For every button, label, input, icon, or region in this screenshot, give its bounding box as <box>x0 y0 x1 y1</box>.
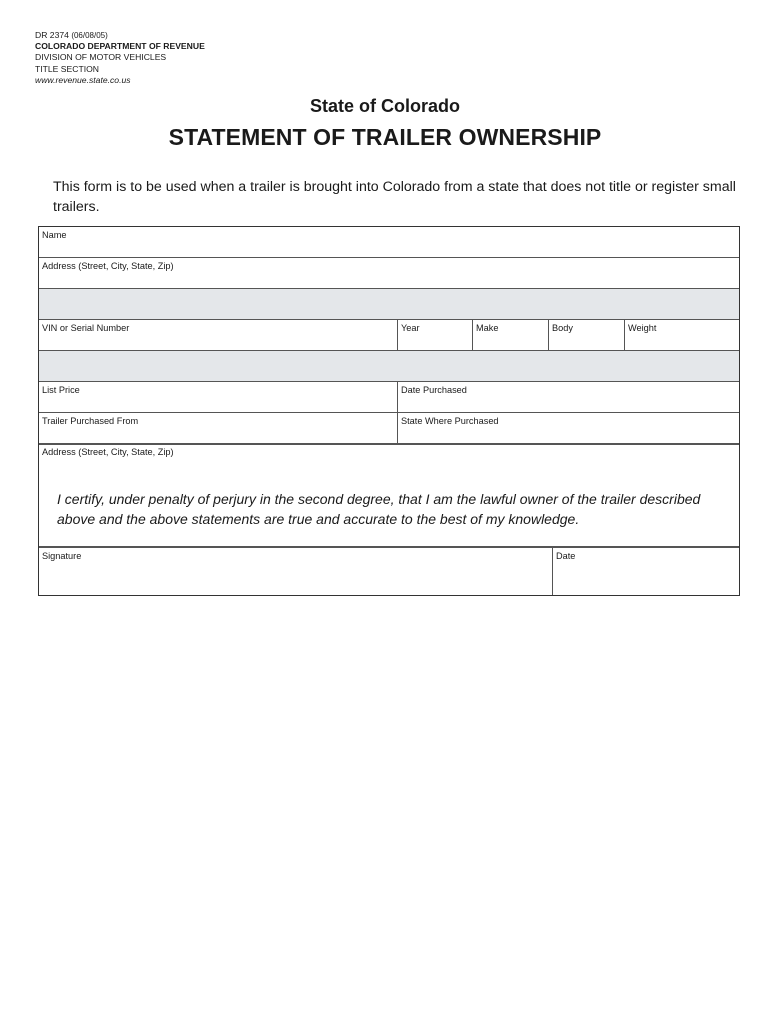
row-signature <box>39 547 739 595</box>
row-owner-address <box>39 258 739 289</box>
state-title: State of Colorado <box>309 96 460 116</box>
department-name: COLORADO DEPARTMENT OF REVENUE <box>35 41 205 52</box>
signature-label: Signature <box>42 551 82 561</box>
weight-label: Weight <box>628 323 657 333</box>
form-id <box>35 30 205 41</box>
name-label: Name <box>42 230 67 240</box>
shaded-separator-1 <box>39 289 739 320</box>
year-field[interactable] <box>397 320 472 350</box>
vin-field[interactable] <box>39 320 397 350</box>
date-label: Date <box>556 551 576 561</box>
row-vehicle-details <box>39 320 739 351</box>
website-text: www.revenue.state.co.us <box>35 74 131 85</box>
name-field[interactable] <box>39 227 739 257</box>
body-label: Body <box>552 323 573 333</box>
date-purchased-label: Date Purchased <box>401 385 467 395</box>
year-label: Year <box>401 323 420 333</box>
list-price-label: List Price <box>42 385 80 395</box>
purchased-from-field[interactable] <box>39 413 397 443</box>
ownership-form-table <box>38 226 740 596</box>
state-purchased-label: State Where Purchased <box>401 416 499 426</box>
body-field[interactable] <box>548 320 624 350</box>
purchased-from-label: Trailer Purchased From <box>42 416 139 426</box>
vin-label: VIN or Serial Number <box>42 323 130 333</box>
seller-address-label: Address (Street, City, State, Zip) <box>42 447 174 457</box>
shaded-separator-2 <box>39 351 739 382</box>
certification-text: I certify, under penalty of perjury in the second degree, that I am the lawful owner of the trailer described above and the above statements are true and accurate to the best of my knowledge. <box>57 491 701 527</box>
make-field[interactable] <box>472 320 548 350</box>
signature-field[interactable] <box>39 548 552 595</box>
section-name: TITLE SECTION <box>35 63 99 74</box>
form-title: STATEMENT OF TRAILER OWNERSHIP <box>168 124 602 150</box>
weight-field[interactable] <box>624 320 739 350</box>
date-field[interactable] <box>552 548 739 595</box>
state-purchased-field[interactable] <box>397 413 739 443</box>
form-number: DR 2374 <box>35 30 69 40</box>
list-price-field[interactable] <box>39 382 397 412</box>
date-purchased-field[interactable] <box>397 382 739 412</box>
form-date: (06/08/05) <box>71 31 108 40</box>
owner-address-field[interactable] <box>39 258 739 288</box>
form-header <box>35 30 205 86</box>
row-name <box>39 227 739 258</box>
owner-address-label: Address (Street, City, State, Zip) <box>42 261 174 271</box>
intro-text: This form is to be used when a trailer is brought into Colorado from a state that does not title or register small trailers. <box>53 179 736 215</box>
row-price-date <box>39 382 739 413</box>
make-label: Make <box>476 323 499 333</box>
row-seller <box>39 413 739 444</box>
division-name: DIVISION OF MOTOR VEHICLES <box>35 52 167 63</box>
